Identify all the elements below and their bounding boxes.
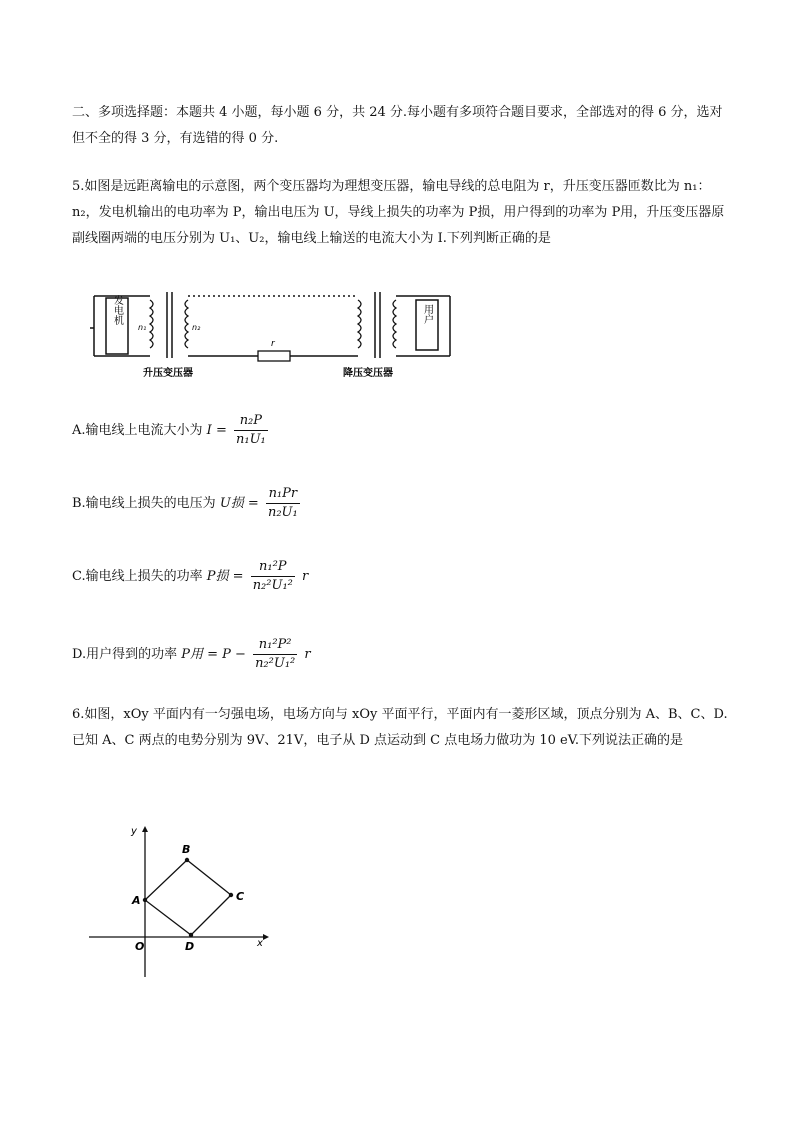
point-a: A	[132, 894, 141, 907]
generator-label: 发电机	[111, 295, 123, 325]
svg-text:n₂: n₂	[192, 323, 201, 332]
point-c: C	[236, 890, 245, 903]
rhombus	[145, 860, 231, 935]
question-5-stem: 5.如图是远距离输电的示意图，两个变压器均为理想变压器，输电导线的总电阻为 r，升压变压器匝数比为 n₁：n₂，发电机输出的电功率为 P，输出电压为 U，导线上损失的功率为 P损，用户得到的功率为 P用，升压变压器原副线圈两端的电压分别为 U₁、U₂，输电线上输送的电流大小为 I.下列判断正确的是	[72, 179, 725, 246]
svg-text:n₁: n₁	[138, 323, 147, 332]
primary-coil	[150, 300, 153, 348]
resistor-r	[258, 351, 290, 361]
point-d: D	[185, 940, 195, 953]
svg-text:r: r	[271, 339, 275, 349]
power-transmission-diagram	[88, 288, 458, 383]
option-d: D.用户得到的功率 P用 = P − $\frac{\text{n₁²P²}}{\text{n₂²U₁²}}$ r	[72, 637, 311, 671]
svg-text:O: O	[135, 940, 145, 953]
option-b: B.输电线上损失的电压为 U损 = $\frac{\text{n₁Pr}}{\text{n₂U₁}}$	[72, 486, 298, 520]
point-b: B	[182, 843, 191, 856]
step-down-caption: 降压变压器	[343, 368, 393, 379]
section-heading: 二、多项选择题：本题共 4 小题，每小题 6 分，共 24 分.每小题有多项符合题目要求，全部选对的得 6 分，选对但不全的得 3 分，有选错的得 0 分.	[72, 105, 723, 146]
svg-text:x: x	[257, 938, 263, 949]
option-a: A.输电线上电流大小为 I = $\frac{\text{n₂P}}{\text{n₁U₁}}$	[72, 413, 266, 447]
secondary-coil	[185, 300, 188, 348]
step-up-caption: 升压变压器	[143, 368, 193, 379]
rhombus-field-diagram	[85, 822, 275, 982]
question-6-stem: 6.如图，xOy 平面内有一匀强电场，电场方向与 xOy 平面平行，平面内有一菱形区域，顶点分别为 A、B、C、D.已知 A、C 两点的电势分别为 9V、21V，电子从 D 点运动到 C 点电场力做功为 10 eV.下列说法正确的是	[72, 707, 728, 748]
option-c: C.输电线上损失的功率 P损 = $\frac{\text{n₁²P}}{\text{n₂²U₁²}}$ r	[72, 559, 309, 593]
user-label: 用户	[421, 304, 433, 324]
svg-text:y: y	[131, 826, 137, 837]
